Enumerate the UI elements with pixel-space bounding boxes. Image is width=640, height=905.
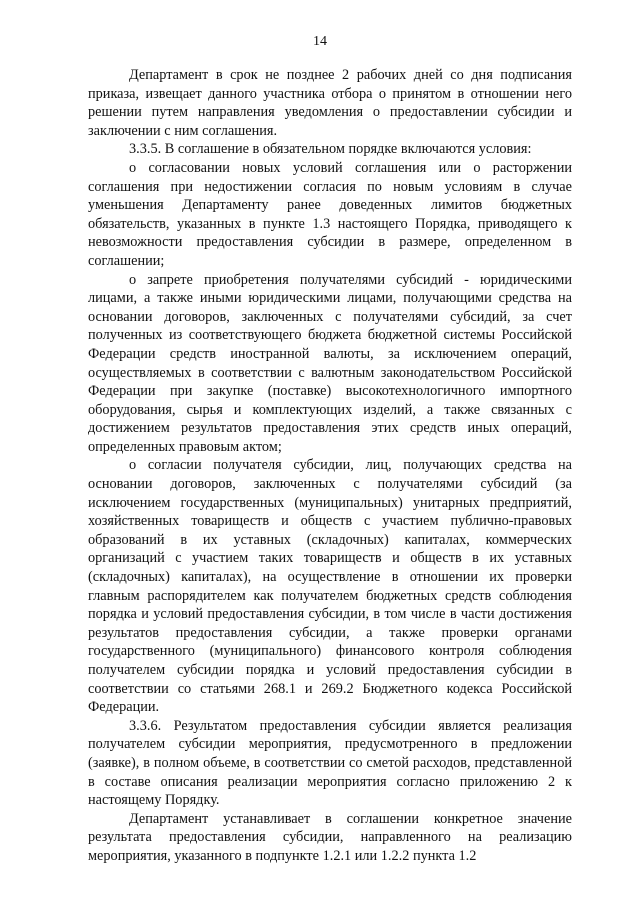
paragraph-3-3-6-result: 3.3.6. Результатом предоставления субсидии является реализация получателем субсидии мероприятия, предусмотренного в предложении (заявке), в полном объеме, в соответствии со сметой расходов, представленной в составе описания реализации мероприятия согласно приложению 2 к настоящему Порядку. [88,717,572,809]
paragraph-3-3-5-heading: 3.3.5. В соглашение в обязательном порядке включаются условия: [129,141,532,158]
paragraph-condition-currency-ban: о запрете приобретения получателями субсидий - юридическими лицами, а также иными юридическими лицами, получающими средства на основании договоров, заключенных с получателями субсидий, за счет полученных из соответствующего бюджета бюджетной системы Российской Федерации средств иностранной валюты, за исключением операций, осуществляемых в соответствии с валютным законодательством Российской Федерации при закупке (поставке) высокотехнологичного импортного оборудования, сырья и комплектующих изделий, а также связанных с достижением результатов предоставления этих средств иных операций, определенных правовым актом; [88,271,572,455]
page-number: 14 [313,34,327,49]
paragraph-result-value: Департамент устанавливает в соглашении конкретное значение результата предоставления субсидии, направленного на реализацию мероприятия, указанного в подпункте 1.2.1 или 1.2.2 пункта 1.2 [88,810,572,864]
paragraph-department-notice: Департамент в срок не позднее 2 рабочих дней со дня подписания приказа, извещает данного участника отбора о принятом в отношении него решении путем направления уведомления о предоставлении субсидии и заключении с ним соглашения. [88,67,572,139]
paragraph-condition-new-terms: о согласовании новых условий соглашения или о расторжении соглашения при недостижении согласия по новым условиям в случае уменьшения Департаменту ранее доведенных лимитов бюджетных обязательств, указанных в пункте 1.3 настоящего Порядка, приводящего к невозможности предоставления субсидии в размере, определенном в соглашении; [88,159,572,269]
paragraph-condition-audit-consent: о согласии получателя субсидии, лиц, получающих средства на основании договоров, заключенных с получателями субсидий (за исключением государственных (муниципальных) унитарных предприятий, хозяйственных товариществ и обществ с участием публично-правовых образований в их уставных (складочных) капиталах, коммерческих организаций с участием таких товариществ и обществ в их уставных (складочных) капиталах), на осуществление в отношении их проверки главным распорядителем как получателем бюджетных средств соблюдения порядка и условий предоставления субсидии, в том числе в части достижения результатов предоставления субсидии, а также проверки органами государственного (муниципального) финансового контроля соблюдения получателем субсидии порядка и условий предоставления субсидии в соответствии со статьями 268.1 и 269.2 Бюджетного кодекса Российской Федерации. [88,457,572,716]
document-body [88,66,572,866]
